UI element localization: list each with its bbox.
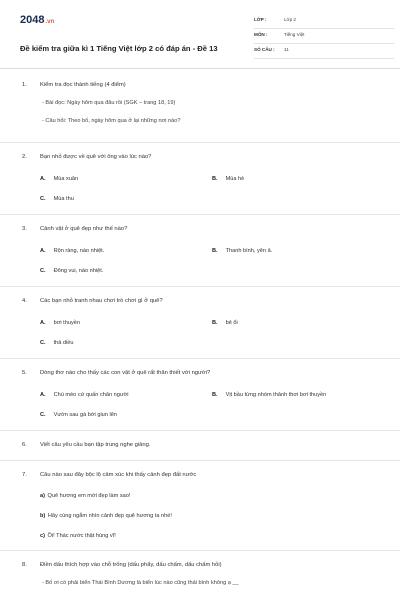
option-c[interactable]	[40, 340, 74, 346]
logo-suffix: .vn	[45, 19, 55, 25]
question-number: 5.	[22, 370, 27, 376]
document-title: Đề kiểm tra giữa kì 1 Tiếng Việt lớp 2 có đáp án - Đề 13	[20, 44, 218, 53]
option-b[interactable]	[212, 320, 238, 326]
option-text: Ồi! Thác nước thật hùng vĩ!	[47, 533, 116, 539]
option-text: Vườn sau gà bới giun lên	[53, 412, 117, 418]
option-label: C.	[40, 340, 46, 346]
option-label: A.	[40, 248, 46, 254]
question-line: - Câu hỏi: Theo bố, ngày hôm qua ở lại những nơi nào?	[42, 118, 181, 124]
option-text: Chú mèo cứ quấn chân người	[53, 392, 129, 398]
meta-row-subject	[254, 29, 394, 44]
option-a[interactable]	[40, 493, 130, 499]
question-text: Dòng thơ nào cho thấy các con vật ở quê rất thân thiết với người?	[40, 370, 211, 376]
option-a[interactable]	[40, 176, 78, 182]
meta-key: MÔN :	[254, 32, 268, 37]
question-text: Các bạn nhỏ tranh nhau chơi trò chơi gì ở quê?	[40, 298, 163, 304]
question-divider	[0, 430, 400, 431]
option-text: thả diều	[53, 340, 74, 346]
meta-table	[254, 14, 394, 59]
option-a[interactable]	[40, 320, 80, 326]
question-divider	[0, 286, 400, 287]
option-c[interactable]	[40, 268, 103, 274]
question-number: 7.	[22, 472, 27, 478]
question-divider	[0, 550, 400, 551]
option-label: a)	[40, 493, 45, 499]
meta-row-count	[254, 44, 394, 59]
option-text: Mùa xuân	[53, 176, 79, 182]
option-text: Vịt bầu từng nhóm thảnh thơi bơi thuyền	[225, 392, 327, 398]
option-b[interactable]	[212, 176, 244, 182]
meta-value: Lớp 2	[284, 17, 296, 22]
option-label: B.	[212, 392, 218, 398]
option-b[interactable]	[40, 513, 172, 519]
document-header	[20, 14, 384, 70]
option-text: bẻ ổi	[225, 320, 238, 326]
meta-key: LỚP :	[254, 17, 267, 22]
question-divider	[0, 358, 400, 359]
option-label: B.	[212, 176, 218, 182]
question-number: 6.	[22, 442, 27, 448]
option-label: B.	[212, 320, 218, 326]
option-a[interactable]	[40, 392, 129, 398]
option-label: A.	[40, 392, 46, 398]
option-label: B.	[212, 248, 218, 254]
question-divider	[0, 142, 400, 143]
question-number: 2.	[22, 154, 27, 160]
option-text: Thanh bình, yên ả.	[225, 248, 273, 254]
question-text: Bạn nhỏ được về quê với ông vào lúc nào?	[40, 154, 152, 160]
logo-text: 2048	[20, 14, 45, 26]
question-divider	[0, 214, 400, 215]
question-number: 8.	[22, 562, 27, 568]
option-label: C.	[40, 196, 46, 202]
meta-value: Tiếng Việt	[284, 32, 305, 37]
question-number: 1.	[22, 82, 27, 88]
option-c[interactable]	[40, 196, 74, 202]
question-line: - Bố ơi có phải biển Thái Bình Dương là biển lúc nào cũng thái bình không ạ __	[42, 580, 239, 586]
question-number: 3.	[22, 226, 27, 232]
meta-value: 11	[284, 47, 289, 52]
question-text: Viết câu yêu cầu bạn tập trung nghe giảng.	[40, 442, 151, 448]
option-label: c)	[40, 533, 45, 539]
option-c[interactable]	[40, 533, 116, 539]
option-label: C.	[40, 412, 46, 418]
option-text: Đông vui, náo nhiệt.	[53, 268, 104, 274]
option-text: bơi thuyền	[53, 320, 80, 326]
option-text: Mùa thu	[53, 196, 74, 202]
option-b[interactable]	[212, 392, 326, 398]
question-divider	[0, 460, 400, 461]
header-divider	[0, 68, 400, 69]
question-text: Cảnh vật ở quê đẹp như thế nào?	[40, 226, 128, 232]
option-text: Hãy cùng ngắm nhìn cảnh đẹp quê hương ta nhé!	[47, 513, 172, 519]
option-b[interactable]	[212, 248, 272, 254]
site-logo[interactable]	[20, 14, 54, 26]
option-text: Quê hương em mới đẹp làm sao!	[47, 493, 131, 499]
question-text: Câu nào sau đây bộc lộ cảm xúc khi thấy cảnh đẹp đất nước	[40, 472, 197, 478]
option-label: A.	[40, 320, 46, 326]
meta-key: SỐ CÂU :	[254, 47, 275, 52]
option-c[interactable]	[40, 412, 117, 418]
question-text: Kiểm tra đọc thành tiếng (4 điểm)	[40, 82, 126, 88]
option-label: A.	[40, 176, 46, 182]
option-text: Rộn ràng, náo nhiệt.	[53, 248, 105, 254]
question-number: 4.	[22, 298, 27, 304]
question-text: Điền dấu thích hợp vào chỗ trống (dấu phẩy, dấu chấm, dấu chấm hỏi)	[40, 562, 222, 568]
option-label: C.	[40, 268, 46, 274]
question-line: - Bài đọc: Ngày hôm qua đâu rồi (SGK – trang 18, 19)	[42, 100, 176, 106]
option-text: Mùa hè	[225, 176, 245, 182]
meta-row-class	[254, 14, 394, 29]
option-label: b)	[40, 513, 46, 519]
option-a[interactable]	[40, 248, 104, 254]
